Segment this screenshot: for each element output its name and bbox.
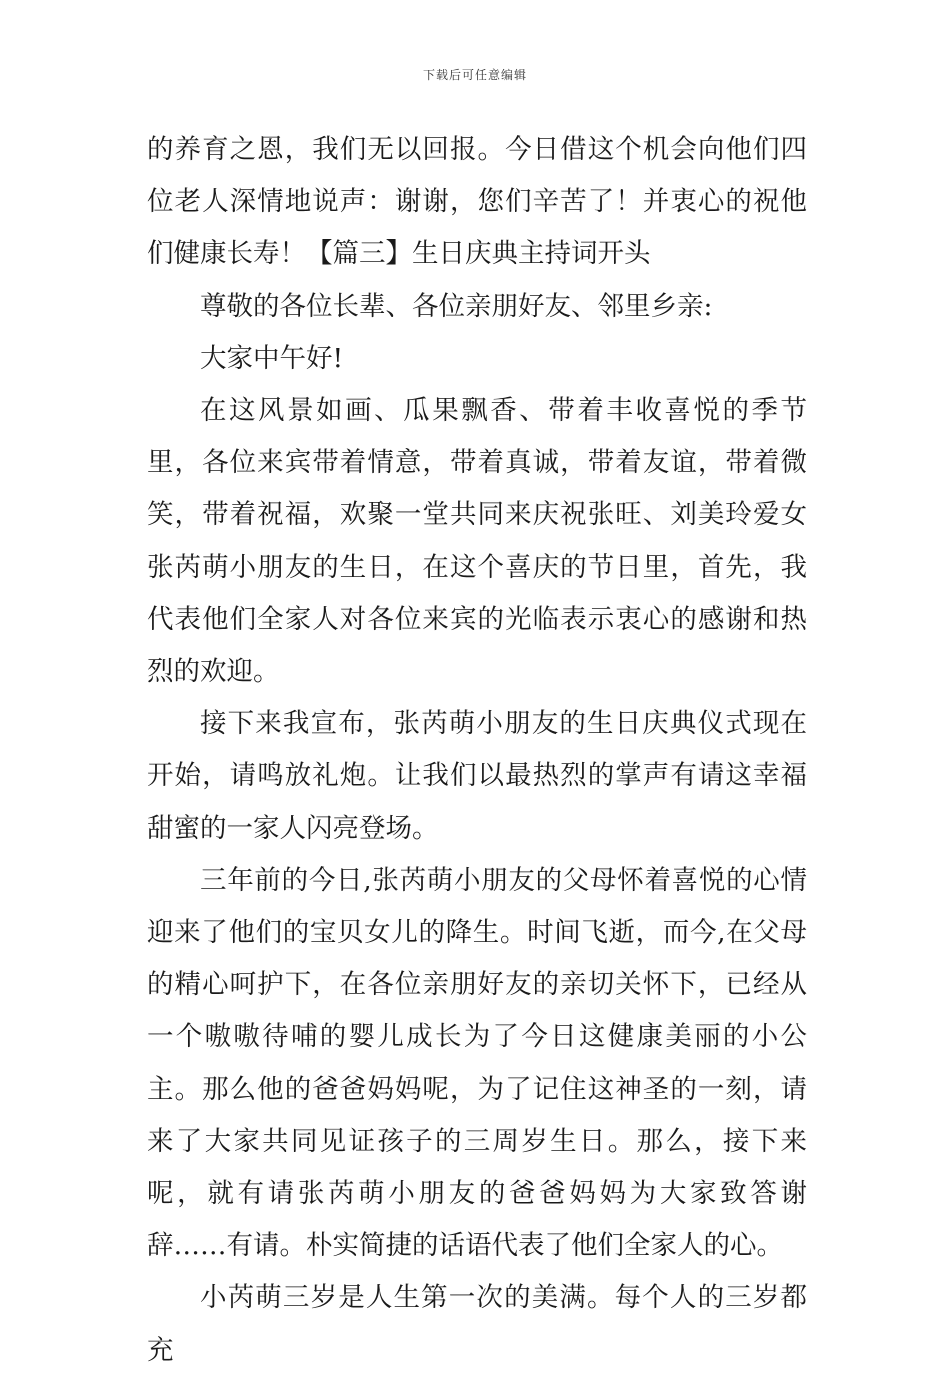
paragraph: 三年前的今日,张芮萌小朋友的父母怀着喜悦的心情迎来了他们的宝贝女儿的降生。时间飞逝，而今,在父母的精心呵护下，在各位亲朋好友的亲切关怀下，已经从一个嗷嗷待哺的婴儿成长为了今日这健康美丽的小公主。那么他的爸爸妈妈呢，为了记住这神圣的一刻，请来了大家共同见证孩子的三周岁生日。那么，接下来呢，就有请张芮萌小朋友的爸爸妈妈为大家致答谢辞……有请。朴实简捷的话语代表了他们全家人的心。	[147, 864, 807, 1262]
paragraph: 小芮萌三岁是人生第一次的美满。每个人的三岁都充	[147, 1282, 807, 1366]
paragraph: 接下来我宣布，张芮萌小朋友的生日庆典仪式现在开始，请鸣放礼炮。让我们以最热烈的掌声有请这幸福甜蜜的一家人闪亮登场。	[147, 708, 807, 844]
paragraph: 大家中午好!	[200, 342, 344, 374]
paragraph: 在这风景如画、瓜果飘香、带着丰收喜悦的季节里，各位来宾带着情意，带着真诚，带着友谊，带着微笑，带着祝福，欢聚一堂共同来庆祝张旺、刘美玲爱女张芮萌小朋友的生日，在这个喜庆的节日里，首先，我代表他们全家人对各位来宾的光临表示衷心的感谢和热烈的欢迎。	[147, 395, 807, 688]
paragraph: 尊敬的各位长辈、各位亲朋好友、邻里乡亲:	[200, 290, 713, 322]
page-header: 下载后可任意编辑	[422, 68, 527, 82]
document-body	[147, 124, 807, 1377]
paragraph: 的养育之恩，我们无以回报。今日借这个机会向他们四位老人深情地说声：谢谢，您们辛苦了！并衷心的祝他们健康长寿！【篇三】生日庆典主持词开头	[147, 134, 807, 270]
